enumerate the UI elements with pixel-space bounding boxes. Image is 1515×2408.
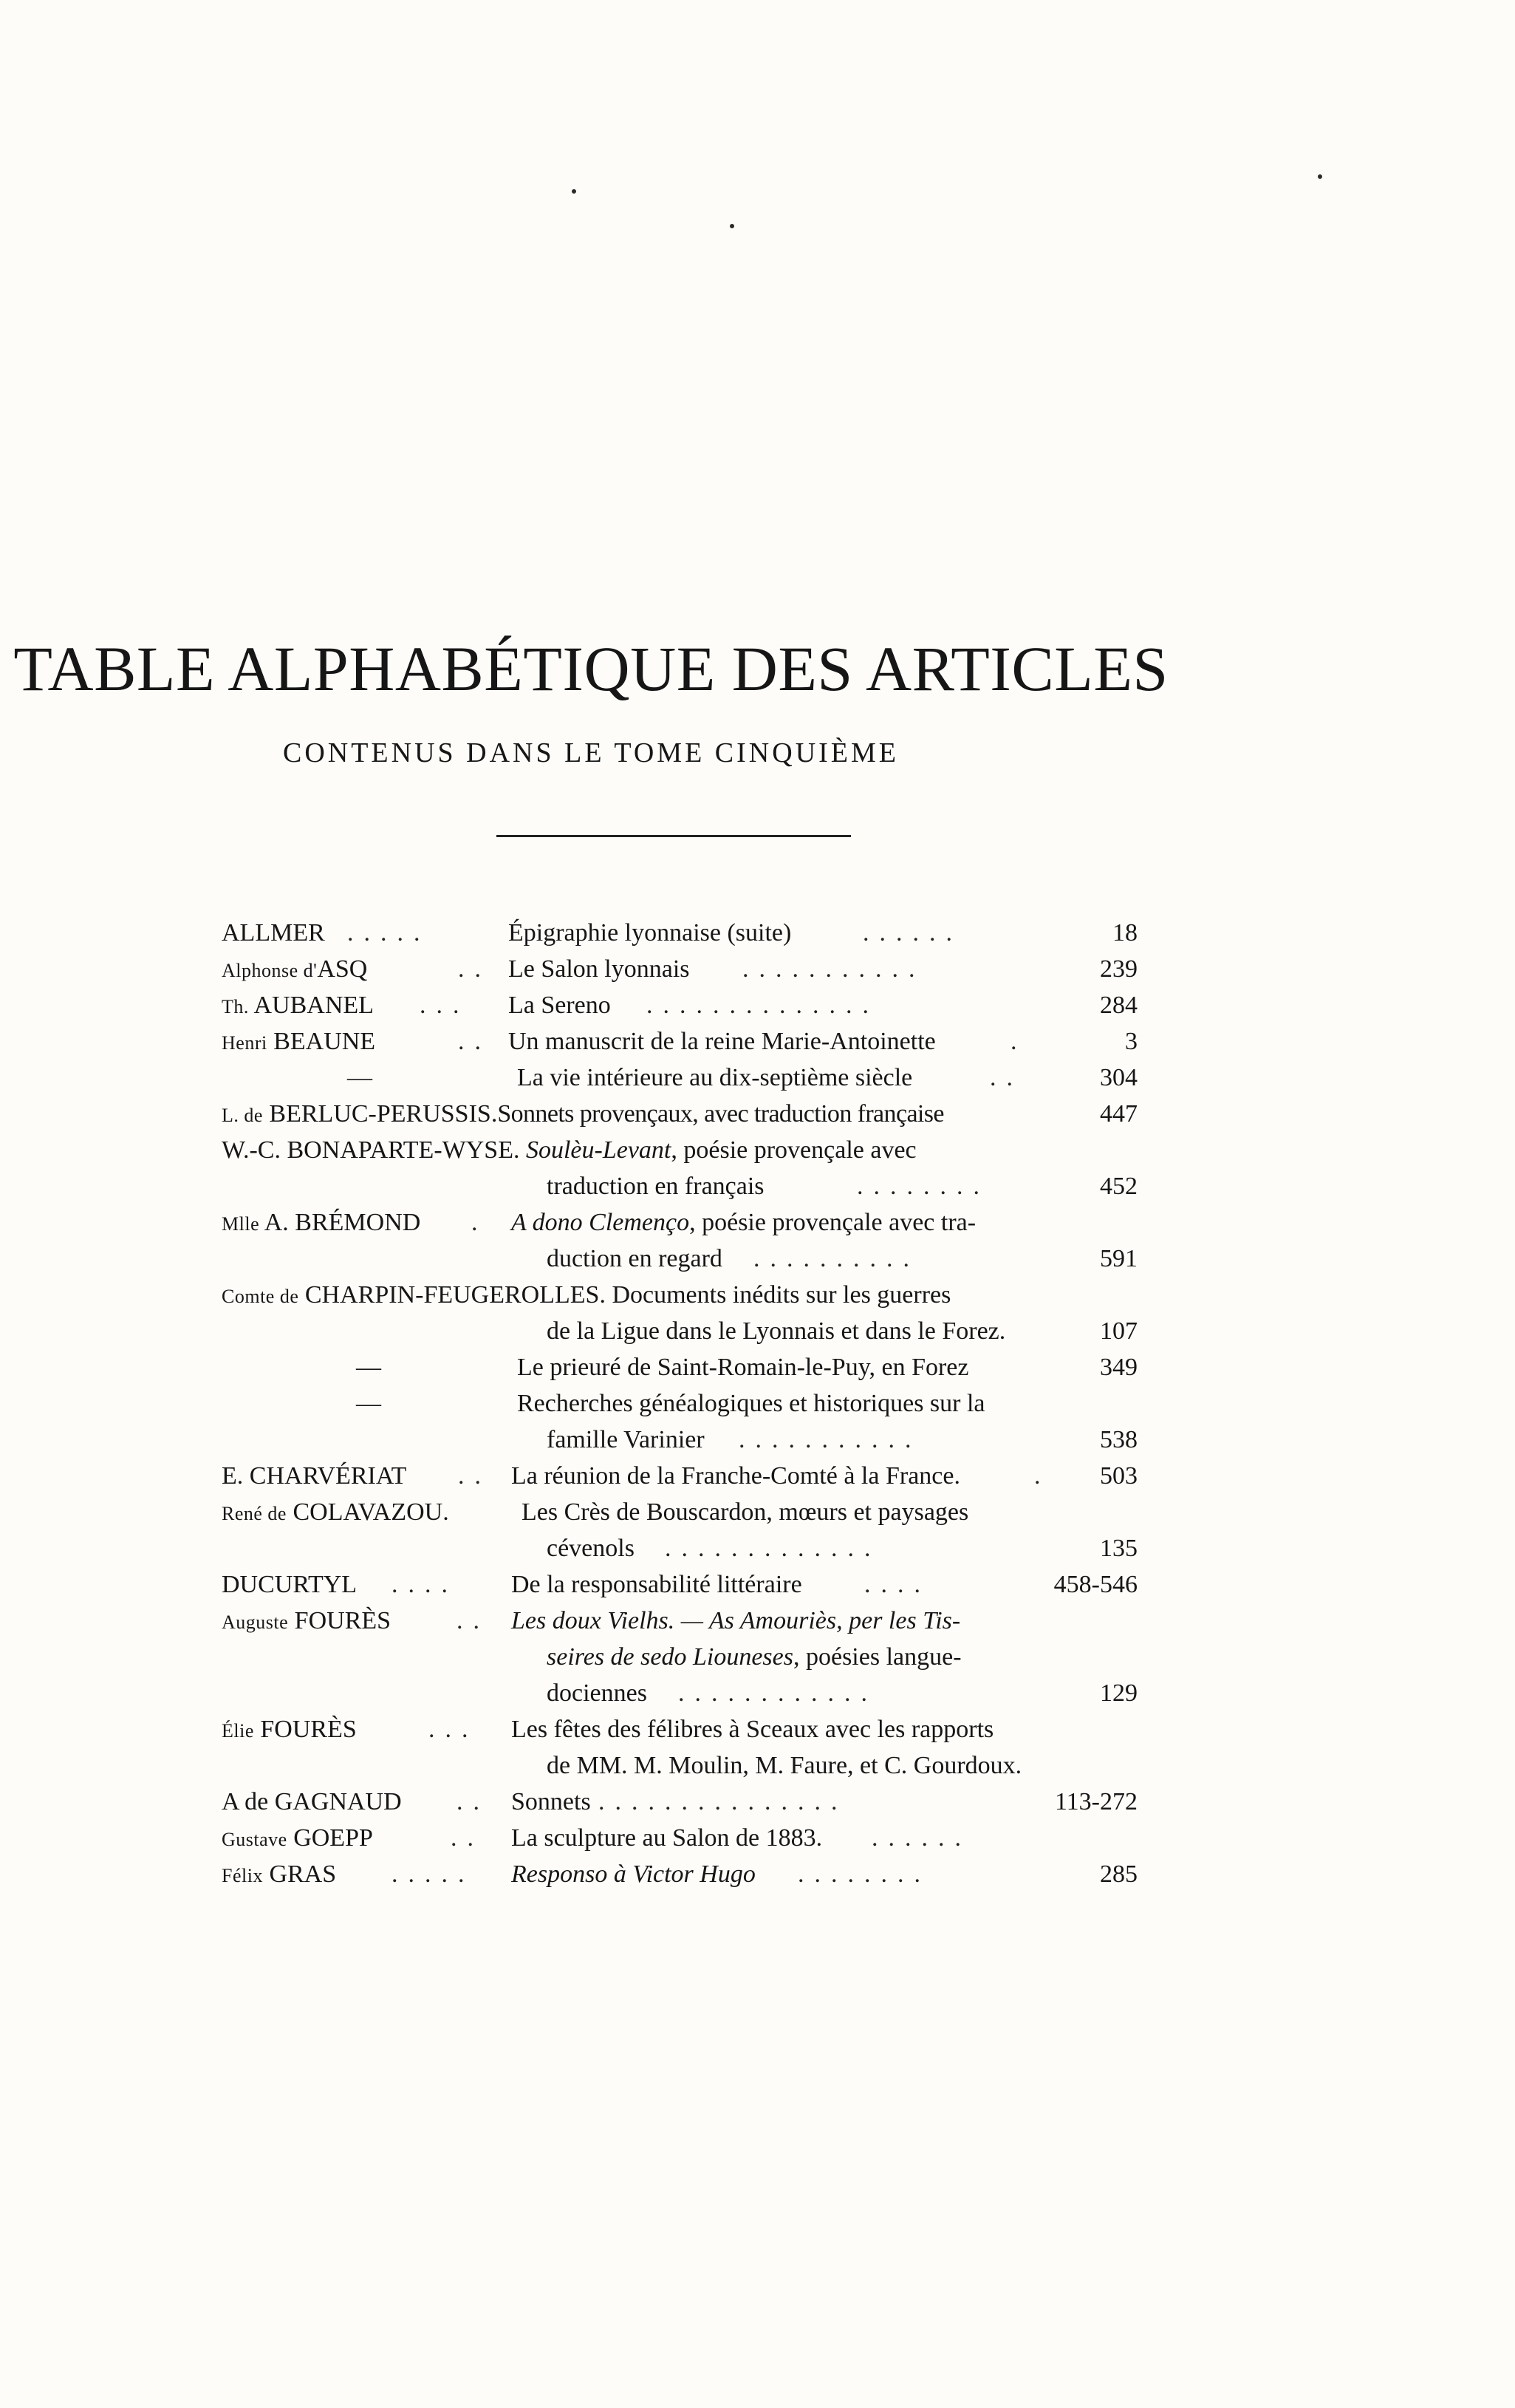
entry-title: Le Salon lyonnais bbox=[508, 955, 690, 983]
author-first-name: René de bbox=[222, 1503, 287, 1524]
leader-dots: ... bbox=[428, 1716, 479, 1743]
toc-entry bbox=[222, 1458, 1138, 1494]
entry-title: de la Ligue dans le Lyonnais et dans le Forez. bbox=[547, 1317, 1006, 1345]
entry-author bbox=[222, 951, 367, 989]
entry-author bbox=[222, 915, 431, 951]
author-first-name: Auguste bbox=[222, 1611, 289, 1633]
leader-dots: ........ bbox=[857, 1173, 990, 1200]
entry-page: 107 bbox=[1100, 1317, 1138, 1345]
toc-entry-continuation bbox=[222, 1530, 1138, 1566]
speck-1 bbox=[572, 189, 576, 194]
entry-page: 239 bbox=[1100, 955, 1138, 983]
entry-title: dociennes bbox=[547, 1679, 647, 1707]
toc-entry-continuation bbox=[222, 1747, 1138, 1784]
toc-entry-continuation bbox=[222, 1639, 1138, 1675]
author-name: DUCURTYL bbox=[222, 1571, 358, 1598]
entry-title: Les fêtes des félibres à Sceaux avec les rapports bbox=[511, 1716, 994, 1743]
toc-entry-continuation bbox=[222, 1168, 1138, 1204]
toc-entry bbox=[222, 1204, 1138, 1241]
toc-entry-continuation bbox=[222, 1422, 1138, 1458]
leader-dots: ........ bbox=[798, 1860, 931, 1888]
speck-3 bbox=[1318, 174, 1322, 179]
leader-dots: .............. bbox=[646, 992, 879, 1019]
toc-entry bbox=[222, 1132, 1138, 1168]
author-first-name: Comte de bbox=[222, 1286, 299, 1307]
toc-entry bbox=[222, 1023, 1138, 1060]
entry-page: 349 bbox=[1100, 1354, 1138, 1381]
entry-page: 538 bbox=[1100, 1426, 1138, 1453]
title-rule bbox=[496, 835, 851, 837]
entry-page: 129 bbox=[1100, 1679, 1138, 1707]
toc-entry-continuation bbox=[222, 1675, 1138, 1711]
entry-page: 304 bbox=[1100, 1064, 1138, 1091]
author-name: W.-C. BONAPARTE-WYSE bbox=[222, 1136, 513, 1164]
leader-dots: . bbox=[471, 1209, 488, 1236]
entry-title: Sonnets provençaux, avec traduction française bbox=[497, 1100, 944, 1128]
entry-page: 285 bbox=[1100, 1860, 1138, 1888]
entry-author bbox=[222, 1820, 373, 1858]
leader-dots: .. bbox=[458, 955, 491, 983]
toc-entry bbox=[222, 1060, 1138, 1096]
entry-title: Les doux Vielhs. — As Amouriès, per les Tis- bbox=[511, 1607, 961, 1634]
entry-author: René de COLAVAZOU. bbox=[222, 1498, 449, 1526]
entry-title: famille Varinier bbox=[547, 1426, 705, 1453]
entry-page: 452 bbox=[1100, 1173, 1138, 1200]
entry-title: cévenols bbox=[547, 1535, 635, 1562]
entry-author bbox=[222, 1096, 944, 1133]
entry-author bbox=[222, 1023, 375, 1061]
entry-title: Le prieuré de Saint-Romain-le-Puy, en Forez bbox=[517, 1354, 969, 1381]
entry-title: Les Crès de Bouscardon, mœurs et paysages bbox=[521, 1498, 969, 1526]
author-first-name: Mlle bbox=[222, 1213, 260, 1235]
author-name: ALLMER bbox=[222, 919, 325, 947]
toc-entry bbox=[222, 1603, 1138, 1639]
entry-title: La sculpture au Salon de 1883. bbox=[511, 1824, 823, 1852]
entry-title: de MM. M. Moulin, M. Faure, et C. Gourdoux. bbox=[547, 1752, 1022, 1779]
toc-entry bbox=[222, 1277, 1138, 1313]
entry-title: De la responsabilité littéraire bbox=[511, 1571, 802, 1598]
entry-page: 447 bbox=[1100, 1100, 1138, 1128]
leader-dots: .. bbox=[990, 1064, 1023, 1091]
entry-title: Épigraphie lyonnaise (suite) bbox=[508, 919, 792, 947]
leader-dots: ............ bbox=[678, 1679, 878, 1707]
entry-author bbox=[222, 1784, 402, 1820]
entry-author: Comte de CHARPIN-FEUGEROLLES. Documents inédits sur les guerres bbox=[222, 1281, 951, 1309]
entry-author bbox=[222, 1603, 391, 1640]
author-first-name: Th. bbox=[222, 996, 249, 1017]
entry-page: 135 bbox=[1100, 1535, 1138, 1562]
leader-dots: ........... bbox=[739, 1426, 922, 1453]
entry-page: 591 bbox=[1100, 1245, 1138, 1272]
toc-entry-continuation bbox=[222, 1241, 1138, 1277]
toc-entry bbox=[222, 1096, 1138, 1132]
author-name: A. BRÉMOND bbox=[264, 1209, 421, 1236]
entry-title: seires de sedo Liouneses, poésies langue- bbox=[547, 1643, 962, 1671]
author-name: CHARVÉRIAT bbox=[249, 1462, 407, 1490]
entry-author bbox=[222, 987, 374, 1025]
entry-author bbox=[222, 1204, 420, 1242]
leader-dots: .. bbox=[451, 1824, 484, 1852]
entry-page: 503 bbox=[1100, 1462, 1138, 1490]
entry-title: Responso à Victor Hugo bbox=[511, 1860, 756, 1888]
leader-dots: . bbox=[1010, 1028, 1027, 1055]
author-name: FOURÈS bbox=[294, 1607, 391, 1634]
author-name: BEAUNE bbox=[273, 1028, 376, 1055]
entry-title-italic: Soulèu-Levant bbox=[525, 1136, 671, 1164]
leader-dots: ...... bbox=[863, 919, 962, 947]
leader-dots: ........... bbox=[742, 955, 926, 983]
toc-entry bbox=[222, 1494, 1138, 1530]
entry-title: Documents inédits sur les guerres bbox=[612, 1281, 951, 1309]
author-name: GRAS bbox=[269, 1860, 337, 1888]
toc-entry bbox=[222, 1784, 1138, 1820]
entry-author bbox=[222, 1566, 357, 1603]
author-name: GAGNAUD bbox=[274, 1788, 402, 1815]
leader-dots: ...... bbox=[872, 1824, 971, 1852]
speck-2 bbox=[730, 224, 734, 228]
entry-title: Recherches généalogiques et historiques sur la bbox=[517, 1390, 985, 1417]
author-name: AUBANEL bbox=[253, 992, 374, 1019]
author-first-name: Élie bbox=[222, 1720, 254, 1742]
entry-title: Un manuscrit de la reine Marie-Antoinette bbox=[508, 1028, 936, 1055]
author-name: BERLUC-PERUSSIS bbox=[269, 1100, 491, 1128]
entry-author bbox=[222, 1458, 406, 1494]
entry-author bbox=[222, 1711, 357, 1749]
ditto-dash: — bbox=[356, 1354, 381, 1381]
toc-entry-continuation bbox=[222, 1313, 1138, 1349]
toc-entry bbox=[222, 1349, 1138, 1385]
author-separator: . bbox=[490, 1100, 498, 1128]
toc-entry bbox=[222, 1856, 1138, 1892]
entry-page: 284 bbox=[1100, 992, 1138, 1019]
leader-dots: ..... bbox=[391, 1860, 475, 1888]
author-first-name: Félix bbox=[222, 1865, 263, 1886]
ditto-dash: — bbox=[356, 1390, 381, 1417]
author-name: ASQ bbox=[317, 955, 368, 983]
page-subtitle: CONTENUS DANS LE TOME CINQUIÈME bbox=[282, 737, 900, 768]
leader-dots: ... bbox=[420, 992, 470, 1019]
table-of-contents bbox=[222, 915, 1138, 1892]
entry-author bbox=[222, 1856, 336, 1894]
author-name: CHARPIN-FEUGEROLLES bbox=[304, 1281, 600, 1309]
entry-title: Sonnets bbox=[511, 1788, 591, 1815]
toc-entry bbox=[222, 951, 1138, 987]
author-name: FOURÈS bbox=[260, 1716, 357, 1743]
entry-title: traduction en français bbox=[547, 1173, 765, 1200]
page-title: TABLE ALPHABÉTIQUE DES ARTICLES bbox=[13, 633, 1169, 704]
entry-title: La vie intérieure au dix-septième siècle bbox=[517, 1064, 913, 1091]
toc-entry bbox=[222, 915, 1138, 951]
entry-page: 18 bbox=[1112, 919, 1138, 947]
entry-title: , poésie provençale avec bbox=[671, 1136, 917, 1164]
toc-entry bbox=[222, 1566, 1138, 1603]
toc-entry bbox=[222, 1820, 1138, 1856]
author-first-name: L. de bbox=[222, 1105, 263, 1126]
author-first-name: Henri bbox=[222, 1032, 267, 1054]
leader-dots: .. bbox=[458, 1028, 491, 1055]
leader-dots: .......... bbox=[753, 1245, 920, 1272]
leader-dots: .. bbox=[456, 1607, 490, 1634]
entry-title: duction en regard bbox=[547, 1245, 722, 1272]
toc-entry bbox=[222, 1711, 1138, 1747]
entry-page: 113-272 bbox=[1054, 1788, 1138, 1815]
entry-author: W.-C. BONAPARTE-WYSE. Soulèu-Levant, poésie provençale avec bbox=[222, 1136, 917, 1164]
leader-dots: .. bbox=[456, 1788, 490, 1815]
entry-title: La Sereno bbox=[508, 992, 611, 1019]
toc-entry bbox=[222, 987, 1138, 1023]
author-name: GOEPP bbox=[293, 1824, 373, 1852]
author-first-name: A de bbox=[222, 1788, 269, 1815]
author-first-name: Gustave bbox=[222, 1829, 287, 1850]
leader-dots: .. bbox=[458, 1462, 491, 1490]
leader-dots: .... bbox=[391, 1571, 458, 1598]
leader-dots: ..... bbox=[347, 919, 431, 947]
ditto-dash: — bbox=[347, 1064, 372, 1091]
entry-page: 3 bbox=[1125, 1028, 1138, 1055]
leader-dots: . bbox=[1034, 1462, 1051, 1490]
entry-title: A dono Clemenço, poésie provençale avec tra- bbox=[511, 1209, 977, 1236]
leader-dots: .... bbox=[864, 1571, 931, 1598]
entry-page: 458-546 bbox=[1053, 1571, 1138, 1598]
author-first-name: Alphonse d' bbox=[222, 960, 318, 981]
author-first-name: E. bbox=[222, 1462, 244, 1490]
leader-dots: ............. bbox=[665, 1535, 881, 1562]
author-name: COLAVAZOU bbox=[293, 1498, 443, 1526]
entry-title: La réunion de la Franche-Comté à la France. bbox=[511, 1462, 960, 1490]
toc-entry bbox=[222, 1385, 1138, 1422]
leader-dots: ............... bbox=[598, 1788, 848, 1815]
